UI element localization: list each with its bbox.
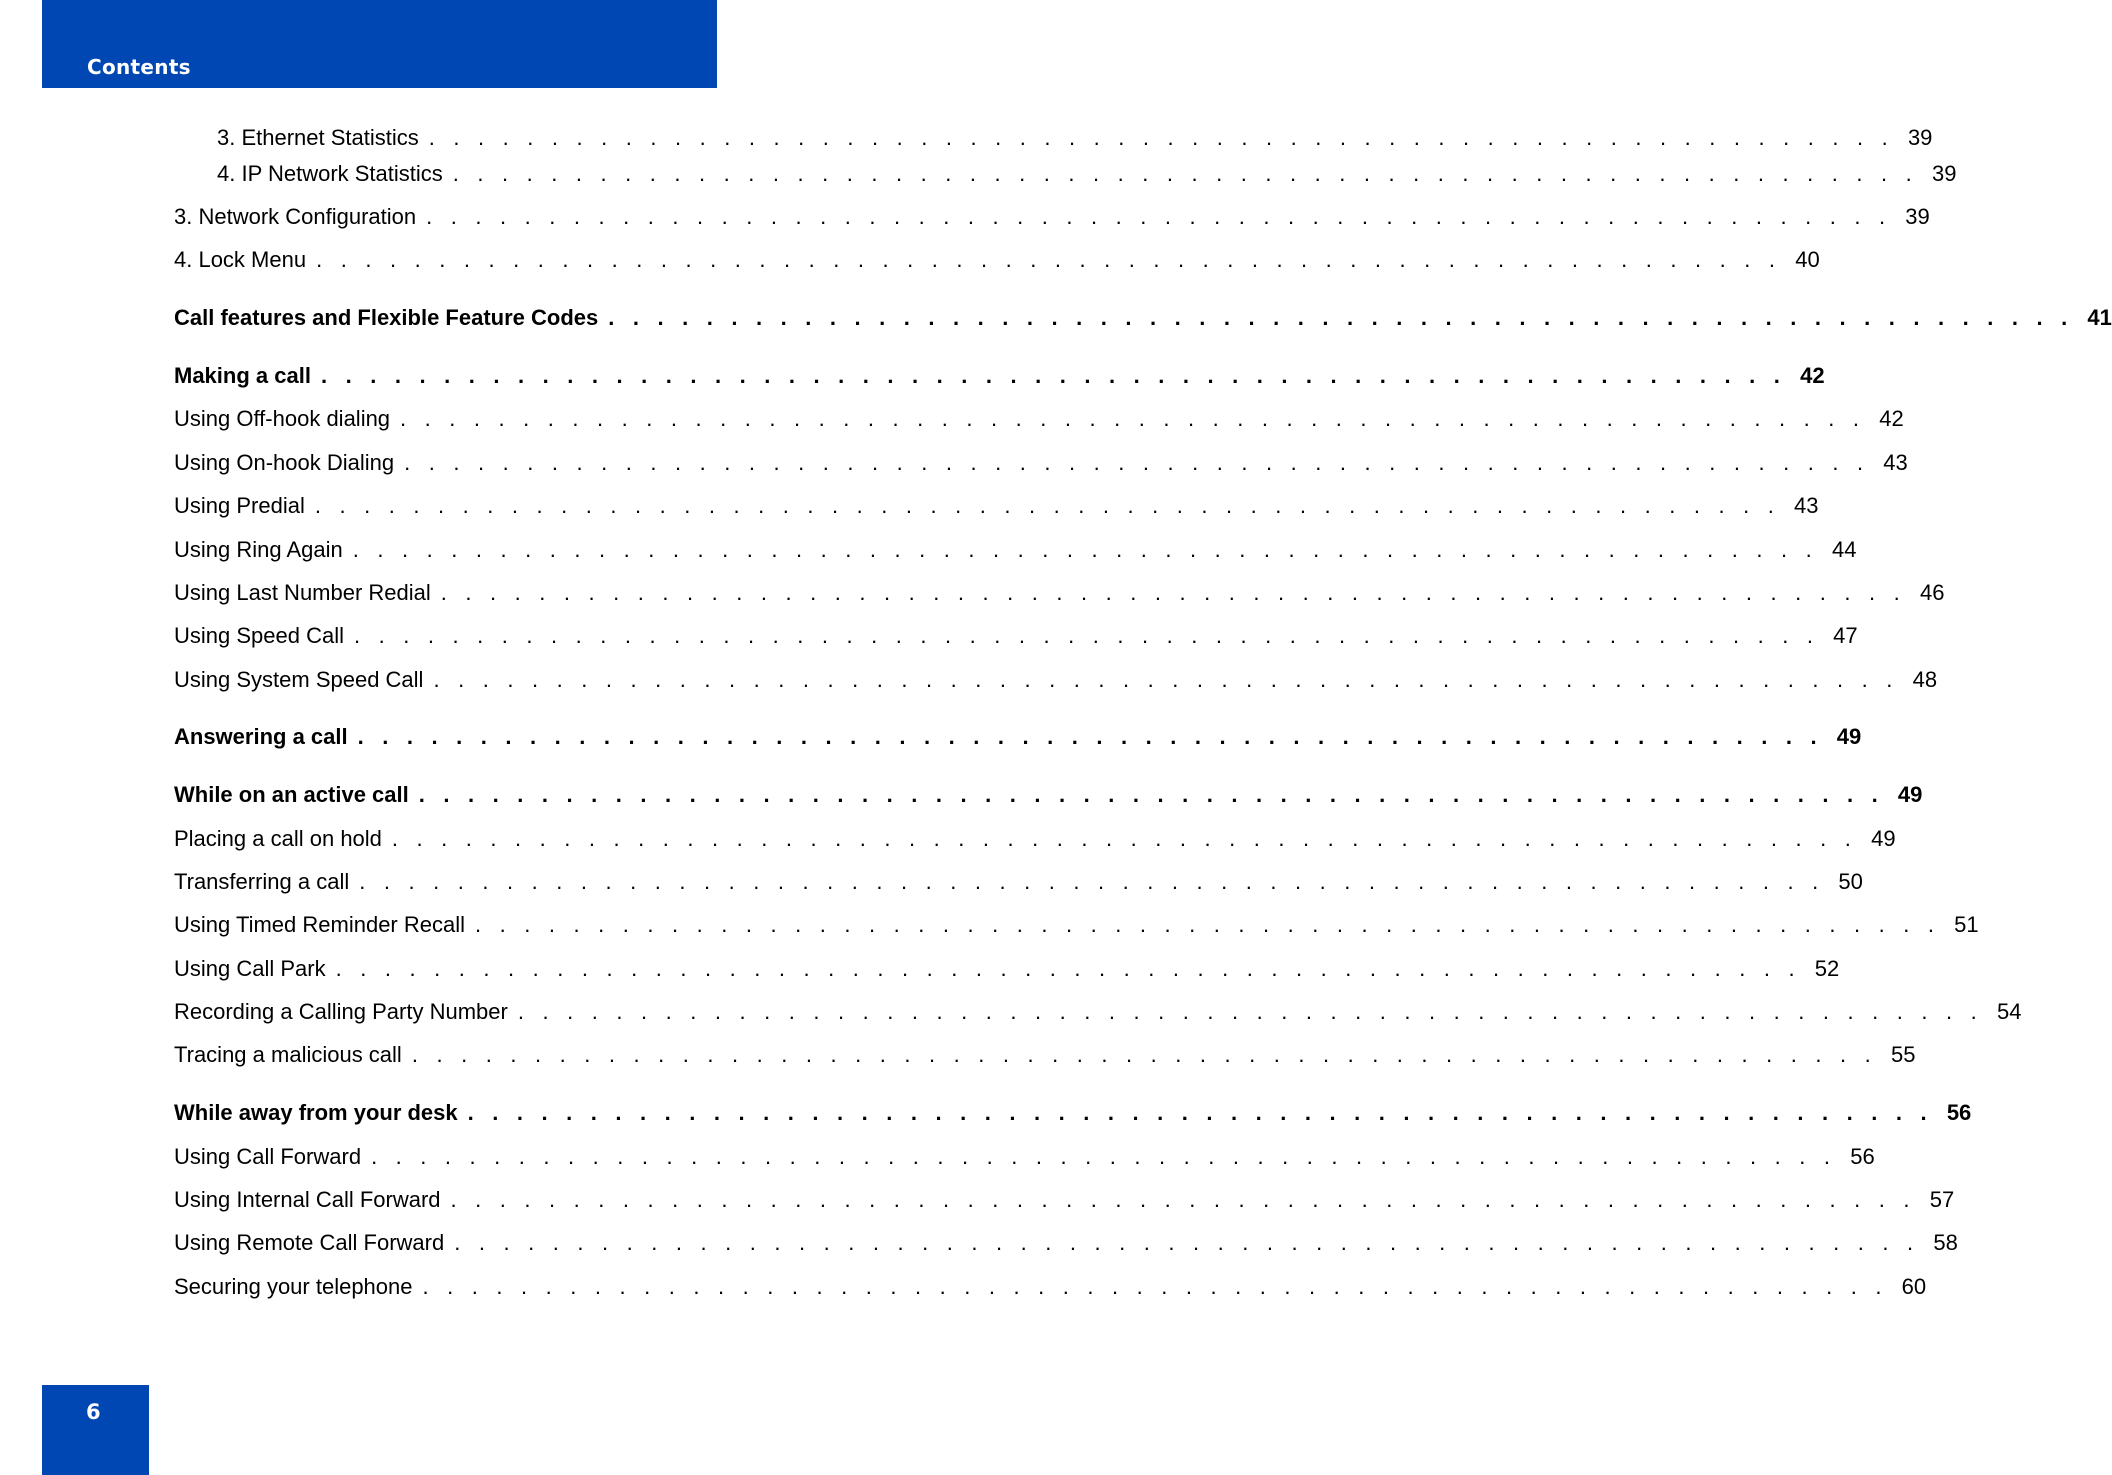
toc-entry-page: 60: [1901, 1274, 1927, 1299]
toc-entry[interactable]: [174, 825, 1896, 853]
toc-entry-title: Using Off-hook dialing: [174, 406, 391, 431]
toc-entry[interactable]: [174, 579, 1945, 607]
toc-entry-title: Using Ring Again: [174, 537, 343, 562]
toc-dot-leader: . . . . . . . . . . . . . . . . . . . . . . . . . . . . . . . . . . . . . . . . . . . . . . . . . . . . . . . . . . . .: [400, 406, 1866, 431]
toc-entry-page: 58: [1933, 1230, 1958, 1255]
toc-entry-page: 44: [1831, 537, 1857, 562]
toc-entry-page: 49: [1871, 826, 1896, 851]
toc-entry-page: 54: [1997, 999, 2022, 1024]
toc-dot-leader: . . . . . . . . . . . . . . . . . . . . . . . . . . . . . . . . . . . . . . . . . . . . . . . . . . . . . . . . . . . .: [422, 1274, 1888, 1299]
toc-entry-page: 43: [1794, 493, 1819, 518]
toc-entry-page: 52: [1814, 956, 1840, 981]
toc-entry[interactable]: [174, 666, 1938, 694]
toc-dot-leader: . . . . . . . . . . . . . . . . . . . . . . . . . . . . . . . . . . . . . . . . . . . . . . . . . . . . . . . . . . . .: [517, 999, 1983, 1024]
toc-dot-leader: . . . . . . . . . . . . . . . . . . . . . . . . . . . . . . . . . . . . . . . . . . . . . . . . . . . . . . . . . . . .: [320, 363, 1787, 388]
toc-section-entry[interactable]: [174, 781, 1923, 809]
toc-entry-page: 47: [1833, 623, 1858, 648]
toc-dot-leader: . . . . . . . . . . . . . . . . . . . . . . . . . . . . . . . . . . . . . . . . . . . . . . . . . . . . . . . . . . . .: [335, 956, 1801, 981]
toc-entry-title: Securing your telephone: [174, 1274, 413, 1299]
toc-dot-leader: . . . . . . . . . . . . . . . . . . . . . . . . . . . . . . . . . . . . . . . . . . . . . . . . . . . . . . . . . . . .: [428, 125, 1894, 150]
toc-entry-title: Using Remote Call Forward: [174, 1230, 445, 1255]
toc-entry[interactable]: [174, 955, 1840, 983]
toc-entry-title: Answering a call: [174, 724, 348, 749]
toc-entry-page: 39: [1905, 204, 1930, 229]
toc-dot-leader: . . . . . . . . . . . . . . . . . . . . . . . . . . . . . . . . . . . . . . . . . . . . . . . . . . . . . . . . . . . .: [411, 1042, 1877, 1067]
toc-entry-page: 39: [1931, 161, 1957, 186]
toc-dot-leader: . . . . . . . . . . . . . . . . . . . . . . . . . . . . . . . . . . . . . . . . . . . . . . . . . . . . . . . . . . . .: [467, 1100, 1933, 1125]
toc-entry-page: 39: [1907, 125, 1933, 150]
toc-entry-page: 41: [2087, 305, 2112, 330]
section-title: Contents: [87, 55, 191, 79]
toc-entry-title: While away from your desk: [174, 1100, 458, 1125]
toc-entry[interactable]: [174, 622, 1858, 650]
footer-bar: [42, 1385, 149, 1475]
header-bar: [42, 0, 717, 88]
toc-dot-leader: . . . . . . . . . . . . . . . . . . . . . . . . . . . . . . . . . . . . . . . . . . . . . . . . . . . . . . . . . . . .: [391, 826, 1858, 851]
toc-entry[interactable]: [174, 405, 1904, 433]
toc-entry-page: 56: [1850, 1144, 1875, 1169]
toc-dot-leader: . . . . . . . . . . . . . . . . . . . . . . . . . . . . . . . . . . . . . . . . . . . . . . . . . . . . . . . . . . . .: [452, 161, 1918, 186]
toc-entry[interactable]: [174, 1143, 1875, 1171]
toc-entry-page: 57: [1929, 1187, 1955, 1212]
toc-section-entry[interactable]: [174, 723, 1862, 751]
toc-dot-leader: . . . . . . . . . . . . . . . . . . . . . . . . . . . . . . . . . . . . . . . . . . . . . . . . . . . . . . . . . . . .: [404, 450, 1870, 475]
toc-section-entry[interactable]: [174, 362, 1825, 390]
toc-entry-page: 48: [1912, 667, 1938, 692]
toc-entry-title: Using On-hook Dialing: [174, 450, 395, 475]
toc-entry[interactable]: [174, 1186, 1955, 1214]
toc-entry-page: 42: [1800, 363, 1825, 388]
toc-dot-leader: . . . . . . . . . . . . . . . . . . . . . . . . . . . . . . . . . . . . . . . . . . . . . . . . . . . . . . . . . . . .: [371, 1144, 1837, 1169]
toc-section-entry[interactable]: [174, 1099, 1972, 1127]
toc-entry-page: 40: [1795, 247, 1820, 272]
toc-entry[interactable]: [174, 203, 1930, 231]
toc-entry-page: 49: [1836, 724, 1862, 749]
toc-entry[interactable]: [174, 911, 1979, 939]
toc-entry-title: 3. Ethernet Statistics: [217, 125, 419, 150]
toc-section-entry[interactable]: [174, 304, 2112, 332]
toc-dot-leader: . . . . . . . . . . . . . . . . . . . . . . . . . . . . . . . . . . . . . . . . . . . . . . . . . . . . . . . . . . . .: [357, 724, 1823, 749]
toc-entry-page: 42: [1879, 406, 1904, 431]
toc-entry[interactable]: [174, 998, 2022, 1026]
toc-dot-leader: . . . . . . . . . . . . . . . . . . . . . . . . . . . . . . . . . . . . . . . . . . . . . . . . . . . . . . . . . . . .: [450, 1187, 1916, 1212]
toc-entry-page: 43: [1883, 450, 1908, 475]
toc-dot-leader: . . . . . . . . . . . . . . . . . . . . . . . . . . . . . . . . . . . . . . . . . . . . . . . . . . . . . . . . . . . .: [359, 869, 1825, 894]
toc-entry[interactable]: [174, 1041, 1916, 1069]
toc-entry-title: Using Timed Reminder Recall: [174, 912, 465, 937]
toc-entry-title: Using Internal Call Forward: [174, 1187, 441, 1212]
toc-dot-leader: . . . . . . . . . . . . . . . . . . . . . . . . . . . . . . . . . . . . . . . . . . . . . . . . . . . . . . . . . . . .: [440, 580, 1906, 605]
toc-entry-title: Using Predial: [174, 493, 305, 518]
toc-entry-title: 4. Lock Menu: [174, 247, 307, 272]
toc-dot-leader: . . . . . . . . . . . . . . . . . . . . . . . . . . . . . . . . . . . . . . . . . . . . . . . . . . . . . . . . . . . .: [352, 537, 1818, 562]
toc-entry-page: 55: [1891, 1042, 1916, 1067]
toc-entry-page: 46: [1919, 580, 1945, 605]
toc-entry[interactable]: [174, 1229, 1958, 1257]
toc-dot-leader: . . . . . . . . . . . . . . . . . . . . . . . . . . . . . . . . . . . . . . . . . . . . . . . . . . . . . . . . . . . .: [316, 247, 1782, 272]
toc-entry[interactable]: [217, 124, 1933, 152]
toc-entry-title: Transferring a call: [174, 869, 350, 894]
toc-entry-page: 50: [1838, 869, 1863, 894]
toc-entry-title: While on an active call: [174, 782, 409, 807]
toc-entry[interactable]: [174, 246, 1820, 274]
toc-dot-leader: . . . . . . . . . . . . . . . . . . . . . . . . . . . . . . . . . . . . . . . . . . . . . . . . . . . . . . . . . . . .: [314, 493, 1781, 518]
toc-entry-title: Tracing a malicious call: [174, 1042, 402, 1067]
toc-entry-title: Call features and Flexible Feature Codes: [174, 305, 599, 330]
page-number: 6: [86, 1400, 101, 1424]
toc-entry-page: 56: [1946, 1100, 1972, 1125]
toc-dot-leader: . . . . . . . . . . . . . . . . . . . . . . . . . . . . . . . . . . . . . . . . . . . . . . . . . . . . . . . . . . . .: [433, 667, 1899, 692]
toc-entry[interactable]: [174, 1273, 1927, 1301]
toc-entry-title: Recording a Calling Party Number: [174, 999, 508, 1024]
toc-dot-leader: . . . . . . . . . . . . . . . . . . . . . . . . . . . . . . . . . . . . . . . . . . . . . . . . . . . . . . . . . . . .: [454, 1230, 1920, 1255]
toc-entry[interactable]: [174, 536, 1857, 564]
toc-entry-title: Using Call Forward: [174, 1144, 362, 1169]
toc-dot-leader: . . . . . . . . . . . . . . . . . . . . . . . . . . . . . . . . . . . . . . . . . . . . . . . . . . . . . . . . . . . .: [353, 623, 1820, 648]
toc-entry-title: Placing a call on hold: [174, 826, 382, 851]
toc-entry-title: Using System Speed Call: [174, 667, 424, 692]
toc-entry[interactable]: [174, 868, 1863, 896]
toc-entry-page: 51: [1954, 912, 1979, 937]
toc-dot-leader: . . . . . . . . . . . . . . . . . . . . . . . . . . . . . . . . . . . . . . . . . . . . . . . . . . . . . . . . . . . .: [418, 782, 1884, 807]
toc-entry-title: 4. IP Network Statistics: [217, 161, 443, 186]
toc-entry[interactable]: [174, 449, 1908, 477]
toc-entry-title: Making a call: [174, 363, 311, 388]
toc-dot-leader: . . . . . . . . . . . . . . . . . . . . . . . . . . . . . . . . . . . . . . . . . . . . . . . . . . . . . . . . . . . .: [426, 204, 1892, 229]
toc-entry-title: 3. Network Configuration: [174, 204, 417, 229]
toc-dot-leader: . . . . . . . . . . . . . . . . . . . . . . . . . . . . . . . . . . . . . . . . . . . . . . . . . . . . . . . . . . . .: [608, 305, 2074, 330]
toc-entry-page: 49: [1897, 782, 1923, 807]
toc-dot-leader: . . . . . . . . . . . . . . . . . . . . . . . . . . . . . . . . . . . . . . . . . . . . . . . . . . . . . . . . . . . .: [475, 912, 1941, 937]
toc-entry[interactable]: [174, 492, 1819, 520]
toc-entry-title: Using Speed Call: [174, 623, 344, 648]
toc-entry-title: Using Last Number Redial: [174, 580, 431, 605]
toc-entry-title: Using Call Park: [174, 956, 326, 981]
toc-entry[interactable]: [217, 160, 1957, 188]
